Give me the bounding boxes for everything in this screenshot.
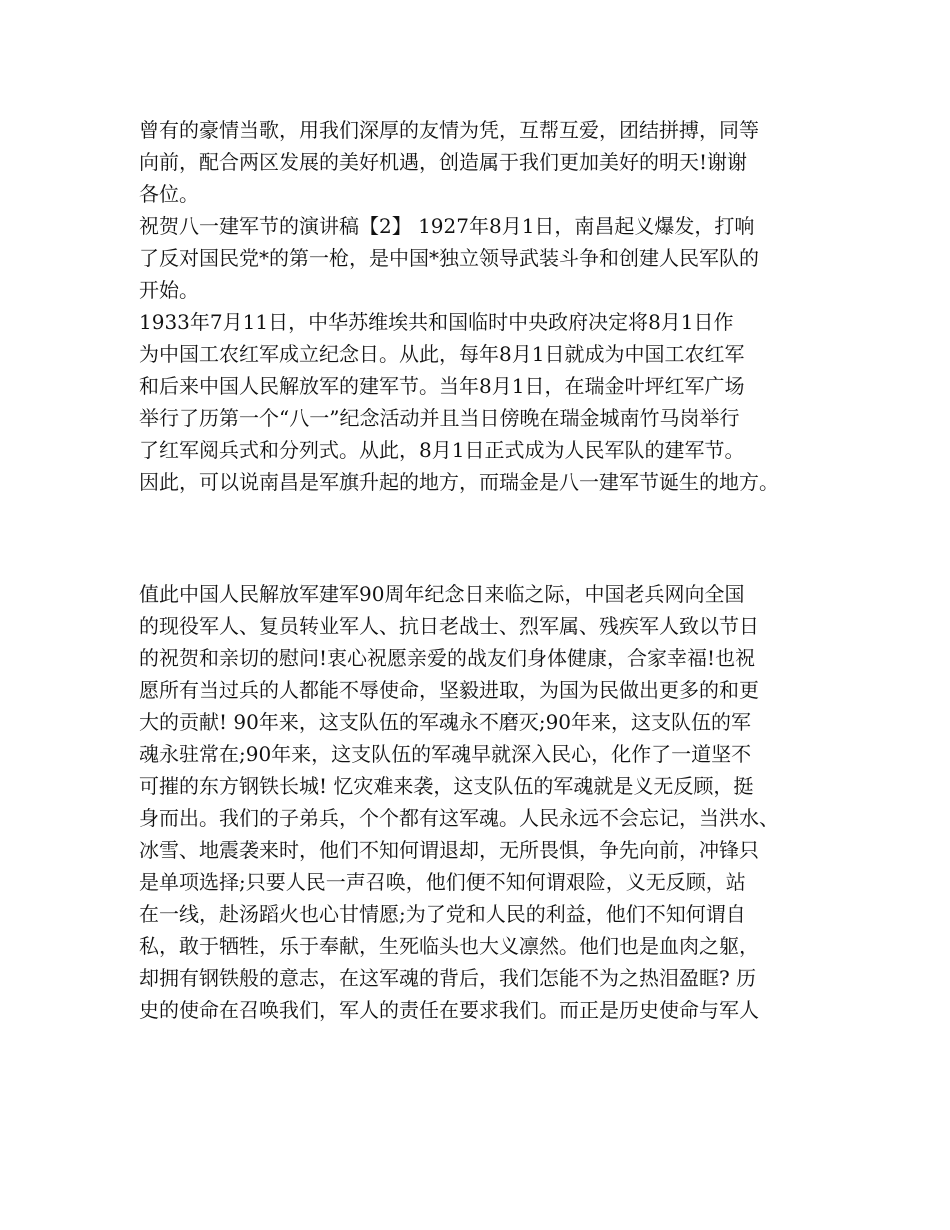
- text-line: 大的贡献! 90年来，这支队伍的军魂永不磨灭;90年来，这支队伍的军: [139, 710, 752, 734]
- text-line: 身而出。我们的子弟兵，个个都有这军魂。人民永远不会忘记，当洪水、: [139, 806, 779, 830]
- text-line: 1933年7月11日，中华苏维埃共和国临时中央政府决定将8月1日作: [139, 310, 734, 334]
- text-line: 却拥有钢铁般的意志，在这军魂的背后，我们怎能不为之热泪盈眶? 历: [139, 966, 757, 990]
- text-line: 曾有的豪情当歌，用我们深厚的友情为凭，互帮互爱，团结拼搏，同等: [139, 118, 759, 142]
- text-line: 的现役军人、复员转业军人、抗日老战士、烈军属、残疾军人致以节日: [139, 614, 759, 638]
- paragraph-group-1: [139, 114, 839, 498]
- text-line: 的祝贺和亲切的慰问!衷心祝愿亲爱的战友们身体健康，合家幸福!也祝: [139, 646, 756, 670]
- text-line: 为中国工农红军成立纪念日。从此，每年8月1日就成为中国工农红军: [139, 342, 745, 366]
- text-line: 愿所有当过兵的人都能不辱使命，坚毅进取，为国为民做出更多的和更: [139, 678, 759, 702]
- text-line: 举行了历第一个“八一”纪念活动并且当日傍晚在瑞金城南竹马岗举行: [139, 406, 740, 430]
- text-line: 私，敢于牺牲，乐于奉献，生死临头也大义凛然。他们也是血肉之躯，: [139, 934, 759, 958]
- text-line: 冰雪、地震袭来时，他们不知何谓退却，无所畏惧，争先向前，冲锋只: [139, 838, 759, 862]
- paragraph-group-2: [139, 578, 839, 1026]
- text-line: 因此，可以说南昌是军旗升起的地方，而瑞金是八一建军节诞生的地方。: [139, 470, 779, 494]
- text-line: 可摧的东方钢铁长城! 忆灾难来袭，这支队伍的军魂就是义无反顾，挺: [139, 774, 754, 798]
- text-line: 值此中国人民解放军建军90周年纪念日来临之际，中国老兵网向全国: [139, 582, 745, 606]
- text-line: 和后来中国人民解放军的建军节。当年8月1日，在瑞金叶坪红军广场: [139, 374, 745, 398]
- text-line: 各位。: [139, 182, 199, 206]
- text-line: 了反对国民党*的第一枪，是中国*独立领导武装斗争和创建人民军队的: [139, 246, 759, 270]
- text-line: 开始。: [139, 278, 199, 302]
- text-line: 祝贺八一建军节的演讲稿【2】 1927年8月1日，南昌起义爆发，打响: [139, 214, 755, 238]
- text-line: 是单项选择;只要人民一声召唤，他们便不知何谓艰险，义无反顾，站: [139, 870, 746, 894]
- text-line: 向前，配合两区发展的美好机遇，创造属于我们更加美好的明天!谢谢: [139, 150, 748, 174]
- text-line: 魂永驻常在;90年来，这支队伍的军魂早就深入民心，化作了一道坚不: [139, 742, 752, 766]
- text-line: 在一线，赴汤蹈火也心甘情愿;为了党和人民的利益，他们不知何谓自: [139, 902, 746, 926]
- text-line: 了红军阅兵式和分列式。从此，8月1日正式成为人民军队的建军节。: [139, 438, 745, 462]
- text-line: 史的使命在召唤我们，军人的责任在要求我们。而正是历史使命与军人: [139, 998, 759, 1022]
